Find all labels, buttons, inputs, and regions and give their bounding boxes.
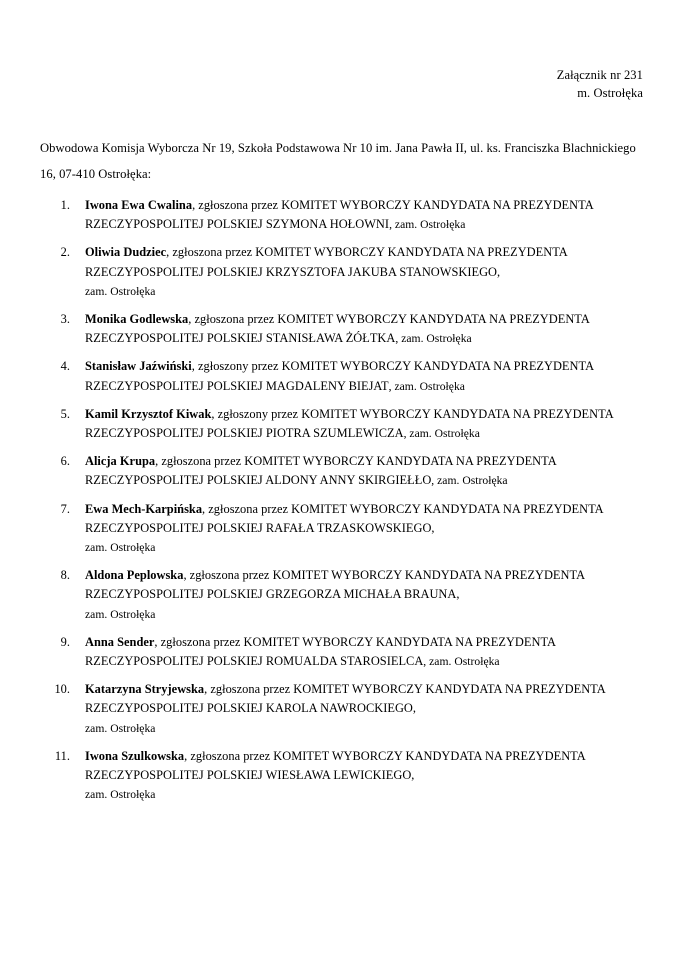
list-item-number: 9. <box>60 634 70 649</box>
nominating-committee: KOMITET WYBORCZY KANDYDATA NA PREZYDENTA RZECZYPOSPOLITEJ POLSKIEJ STANISŁAWA ŻÓŁTKA <box>85 312 590 346</box>
nomination-verb: , zgłoszona przez <box>184 748 274 763</box>
list-item-number: 1. <box>60 198 70 212</box>
nominating-committee: KOMITET WYBORCZY KANDYDATA NA PREZYDENTA RZECZYPOSPOLITEJ POLSKIEJ KAROLA NAWROCKIEGO, <box>85 682 606 716</box>
nomination-verb: , zgłoszona przez <box>192 198 282 212</box>
candidate-residence: , zam. Ostrołęka <box>388 379 465 393</box>
list-item-text <box>85 633 650 671</box>
nomination-verb: , zgłoszona przez <box>188 312 278 327</box>
nomination-verb: , zgłoszona przez <box>202 501 292 516</box>
candidate-residence: zam. Ostrołęka <box>85 721 156 735</box>
list-item-number: 5. <box>60 406 70 421</box>
candidate-name: Stanisław Jaźwiński <box>85 359 192 374</box>
list-item-number: 3. <box>60 312 70 327</box>
list-item-number: 10. <box>54 682 70 697</box>
commission-member-list <box>40 196 650 813</box>
commission-intro-paragraph: Obwodowa Komisja Wyborcza Nr 19, Szkoła Podstawowa Nr 10 im. Jana Pawła II, ul. ks. Franciszka Blachnickiego 16, 07-410 Ostrołęka: <box>40 140 636 181</box>
list-item <box>40 310 650 348</box>
list-item <box>40 500 650 558</box>
nominating-committee: KOMITET WYBORCZY KANDYDATA NA PREZYDENTA RZECZYPOSPOLITEJ POLSKIEJ PIOTRA SZUMLEWICZA <box>85 406 613 441</box>
candidate-name: Alicja Krupa <box>85 454 156 469</box>
list-item-number: 7. <box>60 501 70 516</box>
nomination-verb: , zgłoszona przez <box>154 634 244 649</box>
list-item-text <box>85 680 650 738</box>
municipality-label: m. Ostrołęka <box>577 86 643 100</box>
list-item <box>40 633 650 671</box>
nominating-committee: KOMITET WYBORCZY KANDYDATA NA PREZYDENTA RZECZYPOSPOLITEJ POLSKIEJ RAFAŁA TRZASKOWSKIEGO, <box>85 501 603 535</box>
list-item-text <box>85 452 650 490</box>
candidate-residence: , zam. Ostrołęka <box>389 218 466 232</box>
list-item-number: 6. <box>60 454 70 469</box>
list-item <box>40 243 650 301</box>
nominating-committee: KOMITET WYBORCZY KANDYDATA NA PREZYDENTA RZECZYPOSPOLITEJ POLSKIEJ ROMUALDA STAROSIELCA <box>85 634 556 669</box>
list-item <box>40 566 650 624</box>
list-item-text <box>85 357 650 395</box>
candidate-name: Ewa Mech-Karpińska <box>85 501 203 516</box>
list-item-text <box>85 196 650 234</box>
candidate-residence: , zam. Ostrołęka <box>403 427 480 441</box>
candidate-residence: , zam. Ostrołęka <box>395 332 472 346</box>
candidate-residence: zam. Ostrołęka <box>85 607 156 621</box>
list-item-text <box>85 310 650 348</box>
list-item-text <box>85 747 650 805</box>
list-item <box>40 357 650 395</box>
list-item-number: 4. <box>60 359 70 374</box>
candidate-name: Iwona Ewa Cwalina <box>85 198 193 212</box>
list-item <box>40 747 650 805</box>
nomination-verb: , zgłoszona przez <box>155 454 245 469</box>
list-item-text <box>85 500 650 558</box>
nominating-committee: KOMITET WYBORCZY KANDYDATA NA PREZYDENTA RZECZYPOSPOLITEJ POLSKIEJ KRZYSZTOFA JAKUBA STANOWSKIEGO, <box>85 245 568 279</box>
candidate-name: Anna Sender <box>85 634 155 649</box>
candidate-name: Oliwia Dudziec <box>85 245 167 260</box>
candidate-name: Aldona Peplowska <box>85 568 184 583</box>
nominating-committee: KOMITET WYBORCZY KANDYDATA NA PREZYDENTA RZECZYPOSPOLITEJ POLSKIEJ SZYMONA HOŁOWNI <box>85 198 593 232</box>
list-item <box>40 680 650 738</box>
nomination-verb: , zgłoszona przez <box>183 568 273 583</box>
candidate-residence: , zam. Ostrołęka <box>431 474 508 488</box>
candidate-name: Kamil Krzysztof Kiwak <box>85 406 212 421</box>
list-item-text <box>85 566 650 624</box>
candidate-name: Katarzyna Stryjewska <box>85 682 205 697</box>
candidate-residence: zam. Ostrołęka <box>85 284 156 298</box>
nomination-verb: , zgłoszony przez <box>191 359 282 374</box>
nominating-committee: KOMITET WYBORCZY KANDYDATA NA PREZYDENTA RZECZYPOSPOLITEJ POLSKIEJ GRZEGORZA MICHAŁA BRAUNA, <box>85 568 585 602</box>
list-item <box>40 405 650 443</box>
list-item-number: 11. <box>54 748 70 763</box>
list-item-text <box>85 243 650 301</box>
list-item-text <box>85 405 650 443</box>
candidate-name: Iwona Szulkowska <box>85 748 185 763</box>
nominating-committee: KOMITET WYBORCZY KANDYDATA NA PREZYDENTA RZECZYPOSPOLITEJ POLSKIEJ ALDONY ANNY SKIRGIEŁŁO <box>85 454 557 488</box>
candidate-residence: zam. Ostrołęka <box>85 541 156 555</box>
nominating-committee: KOMITET WYBORCZY KANDYDATA NA PREZYDENTA RZECZYPOSPOLITEJ POLSKIEJ MAGDALENY BIEJAT <box>85 359 594 393</box>
list-item-number: 8. <box>60 568 70 583</box>
list-item <box>40 196 650 234</box>
nomination-verb: , zgłoszona przez <box>166 245 256 260</box>
candidate-residence: zam. Ostrołęka <box>85 788 156 802</box>
attachment-label: Załącznik nr 231 <box>556 68 643 82</box>
nominating-committee: KOMITET WYBORCZY KANDYDATA NA PREZYDENTA RZECZYPOSPOLITEJ POLSKIEJ WIESŁAWA LEWICKIEGO, <box>85 748 586 783</box>
candidate-residence: , zam. Ostrołęka <box>423 655 500 669</box>
nomination-verb: , zgłoszona przez <box>204 682 294 697</box>
list-item-number: 2. <box>60 245 70 260</box>
document-header <box>557 66 643 102</box>
candidate-name: Monika Godlewska <box>85 312 189 327</box>
list-item <box>40 452 650 490</box>
nomination-verb: , zgłoszony przez <box>211 406 302 421</box>
